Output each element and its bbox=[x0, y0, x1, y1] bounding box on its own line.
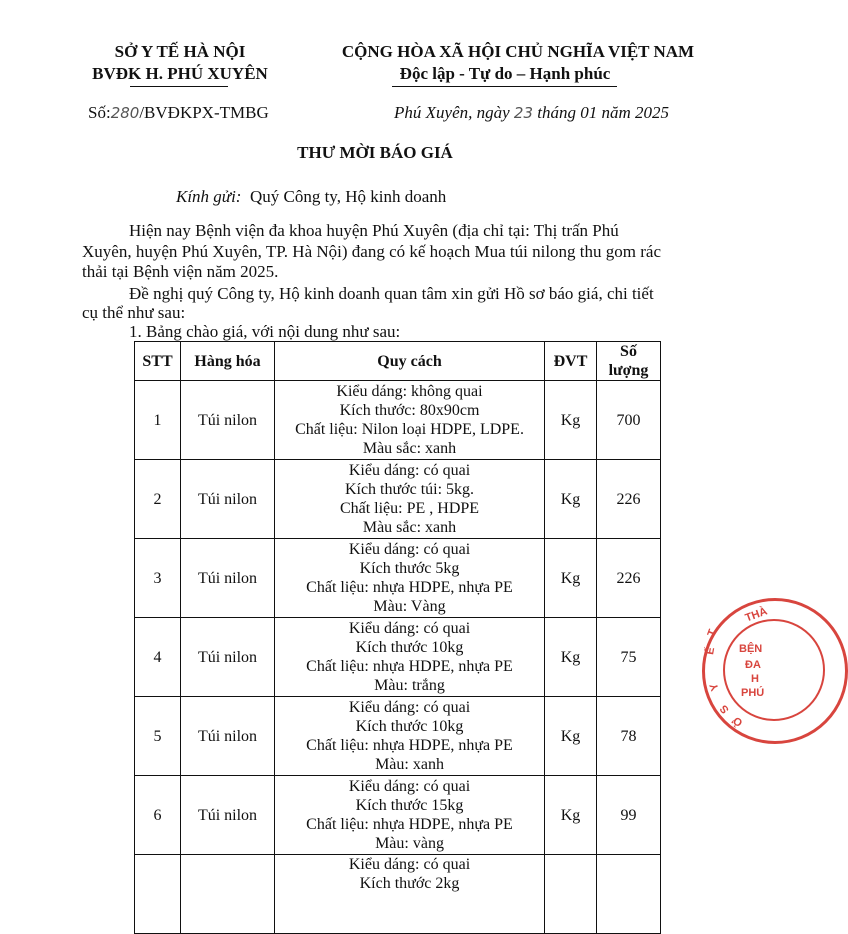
official-stamp bbox=[702, 598, 848, 744]
spec-material: Chất liệu: nhựa HDPE, nhựa PE bbox=[306, 816, 513, 833]
stamp-text-left4: S bbox=[717, 702, 732, 716]
stamp-text-line3: H bbox=[751, 673, 759, 685]
spec-material: Chất liệu: nhựa HDPE, nhựa PE bbox=[306, 658, 513, 675]
row-qty: 226 bbox=[597, 539, 661, 618]
greeting: Kính gửi: Quý Công ty, Hộ kinh doanh bbox=[176, 187, 447, 206]
row-stt: 2 bbox=[135, 460, 181, 539]
header-stt: STT bbox=[135, 342, 181, 381]
stamp-text-line4: PHÚ bbox=[741, 687, 765, 699]
ref-number-handwritten: 280 bbox=[110, 104, 140, 122]
row-unit: Kg bbox=[545, 618, 597, 697]
spec-color: Màu sắc: xanh bbox=[362, 519, 457, 536]
row-qty: 226 bbox=[597, 460, 661, 539]
header-spec: Quy cách bbox=[275, 342, 545, 381]
spec-size: Kích thước 2kg bbox=[359, 875, 460, 892]
document-title: THƯ MỜI BÁO GIÁ bbox=[297, 143, 453, 162]
stamp-text-left3: Y bbox=[707, 681, 722, 693]
row-stt: 4 bbox=[135, 618, 181, 697]
row-qty: 700 bbox=[597, 381, 661, 460]
row-spec bbox=[275, 855, 545, 934]
row-qty bbox=[597, 855, 661, 934]
header-qty-line2: lượng bbox=[608, 362, 649, 379]
spec-style: Kiểu dáng: có quai bbox=[348, 856, 471, 873]
spec-material: Chất liệu: Nilon loại HDPE, LDPE. bbox=[295, 421, 524, 438]
row-spec bbox=[275, 776, 545, 855]
row-item: Túi nilon bbox=[181, 460, 275, 539]
row-item: Túi nilon bbox=[181, 697, 275, 776]
body-p1-line3: thải tại Bệnh viện năm 2025. bbox=[82, 262, 279, 281]
stamp-text-line2: ĐA bbox=[745, 659, 761, 671]
row-spec bbox=[275, 539, 545, 618]
spec-color: Màu: vàng bbox=[375, 835, 444, 852]
left-header-underline bbox=[130, 86, 228, 87]
row-stt: 3 bbox=[135, 539, 181, 618]
row-qty: 78 bbox=[597, 697, 661, 776]
ref-number: Số:280/BVĐKPX-TMBG bbox=[88, 103, 269, 122]
spec-style: Kiểu dáng: có quai bbox=[348, 620, 471, 637]
stamp-text-left1: T bbox=[705, 627, 720, 639]
row-qty: 99 bbox=[597, 776, 661, 855]
spec-style: Kiểu dáng: có quai bbox=[348, 462, 471, 479]
spec-color: Màu: xanh bbox=[375, 756, 444, 773]
row-qty: 75 bbox=[597, 618, 661, 697]
quote-table bbox=[134, 341, 661, 934]
table-row bbox=[135, 539, 661, 618]
row-unit: Kg bbox=[545, 697, 597, 776]
row-unit: Kg bbox=[545, 460, 597, 539]
spec-size: Kích thước 10kg bbox=[355, 718, 464, 735]
row-stt bbox=[135, 855, 181, 934]
body-p1-line1: Hiện nay Bệnh viện đa khoa huyện Phú Xuyên (địa chỉ tại: Thị trấn Phú bbox=[129, 221, 619, 240]
row-unit: Kg bbox=[545, 381, 597, 460]
date-day-handwritten: 23 bbox=[513, 104, 533, 122]
row-spec bbox=[275, 381, 545, 460]
spec-size: Kích thước túi: 5kg. bbox=[344, 481, 475, 498]
table-row bbox=[135, 776, 661, 855]
row-stt: 5 bbox=[135, 697, 181, 776]
motto-underline bbox=[392, 86, 617, 87]
list-item-1: 1. Bảng chào giá, với nội dung như sau: bbox=[129, 322, 401, 341]
body-p1-line2: Xuyên, huyện Phú Xuyên, TP. Hà Nội) đang có kế hoạch Mua túi nilong thu gom rác bbox=[82, 242, 662, 261]
row-stt: 1 bbox=[135, 381, 181, 460]
date-line: Phú Xuyên, ngày 23 tháng 01 năm 2025 bbox=[394, 103, 669, 122]
row-unit bbox=[545, 855, 597, 934]
row-item: Túi nilon bbox=[181, 618, 275, 697]
stamp-text-top: THÀ bbox=[743, 605, 769, 625]
table-header-row bbox=[135, 342, 661, 381]
table-row bbox=[135, 697, 661, 776]
spec-style: Kiểu dáng: có quai bbox=[348, 541, 471, 558]
spec-color: Màu: trắng bbox=[374, 677, 445, 694]
spec-material: Chất liệu: nhựa HDPE, nhựa PE bbox=[306, 579, 513, 596]
hospital-name: BVĐK H. PHÚ XUYÊN bbox=[92, 64, 268, 83]
spec-style: Kiểu dáng: có quai bbox=[348, 699, 471, 716]
row-item: Túi nilon bbox=[181, 539, 275, 618]
table-row-partial bbox=[135, 855, 661, 934]
header-qty-line1: Số bbox=[620, 343, 637, 360]
table-row bbox=[135, 460, 661, 539]
header-qty bbox=[597, 342, 661, 381]
row-spec bbox=[275, 697, 545, 776]
agency-name: SỞ Y TẾ HÀ NỘI bbox=[114, 42, 246, 61]
table-row bbox=[135, 381, 661, 460]
stamp-text-line1: BỆN bbox=[739, 643, 763, 655]
header-unit: ĐVT bbox=[545, 342, 597, 381]
spec-style: Kiểu dáng: không quai bbox=[336, 383, 483, 400]
spec-style: Kiểu dáng: có quai bbox=[348, 778, 471, 795]
spec-color: Màu sắc: xanh bbox=[362, 440, 457, 457]
row-item: Túi nilon bbox=[181, 381, 275, 460]
row-unit: Kg bbox=[545, 539, 597, 618]
body-p2-line2: cụ thể như sau: bbox=[82, 303, 186, 322]
stamp-text-left5: Ở bbox=[730, 713, 745, 729]
body-p2-line1: Đề nghị quý Công ty, Hộ kinh doanh quan tâm xin gửi Hồ sơ báo giá, chi tiết bbox=[129, 284, 654, 303]
header-item: Hàng hóa bbox=[181, 342, 275, 381]
table-row bbox=[135, 618, 661, 697]
row-spec bbox=[275, 618, 545, 697]
spec-size: Kích thước 5kg bbox=[359, 560, 460, 577]
stamp-text-left2: Ế bbox=[704, 646, 718, 656]
row-item bbox=[181, 855, 275, 934]
row-item: Túi nilon bbox=[181, 776, 275, 855]
national-motto: Độc lập - Tự do – Hạnh phúc bbox=[399, 64, 611, 83]
spec-size: Kích thước: 80x90cm bbox=[339, 402, 480, 419]
row-spec bbox=[275, 460, 545, 539]
national-title: CỘNG HÒA XÃ HỘI CHỦ NGHĨA VIỆT NAM bbox=[341, 42, 695, 61]
spec-size: Kích thước 15kg bbox=[355, 797, 464, 814]
spec-size: Kích thước 10kg bbox=[355, 639, 464, 656]
spec-material: Chất liệu: PE , HDPE bbox=[339, 500, 480, 517]
spec-color: Màu: Vàng bbox=[373, 598, 446, 615]
stamp-inner-ring bbox=[723, 619, 825, 721]
row-stt: 6 bbox=[135, 776, 181, 855]
row-unit: Kg bbox=[545, 776, 597, 855]
spec-material: Chất liệu: nhựa HDPE, nhựa PE bbox=[306, 737, 513, 754]
